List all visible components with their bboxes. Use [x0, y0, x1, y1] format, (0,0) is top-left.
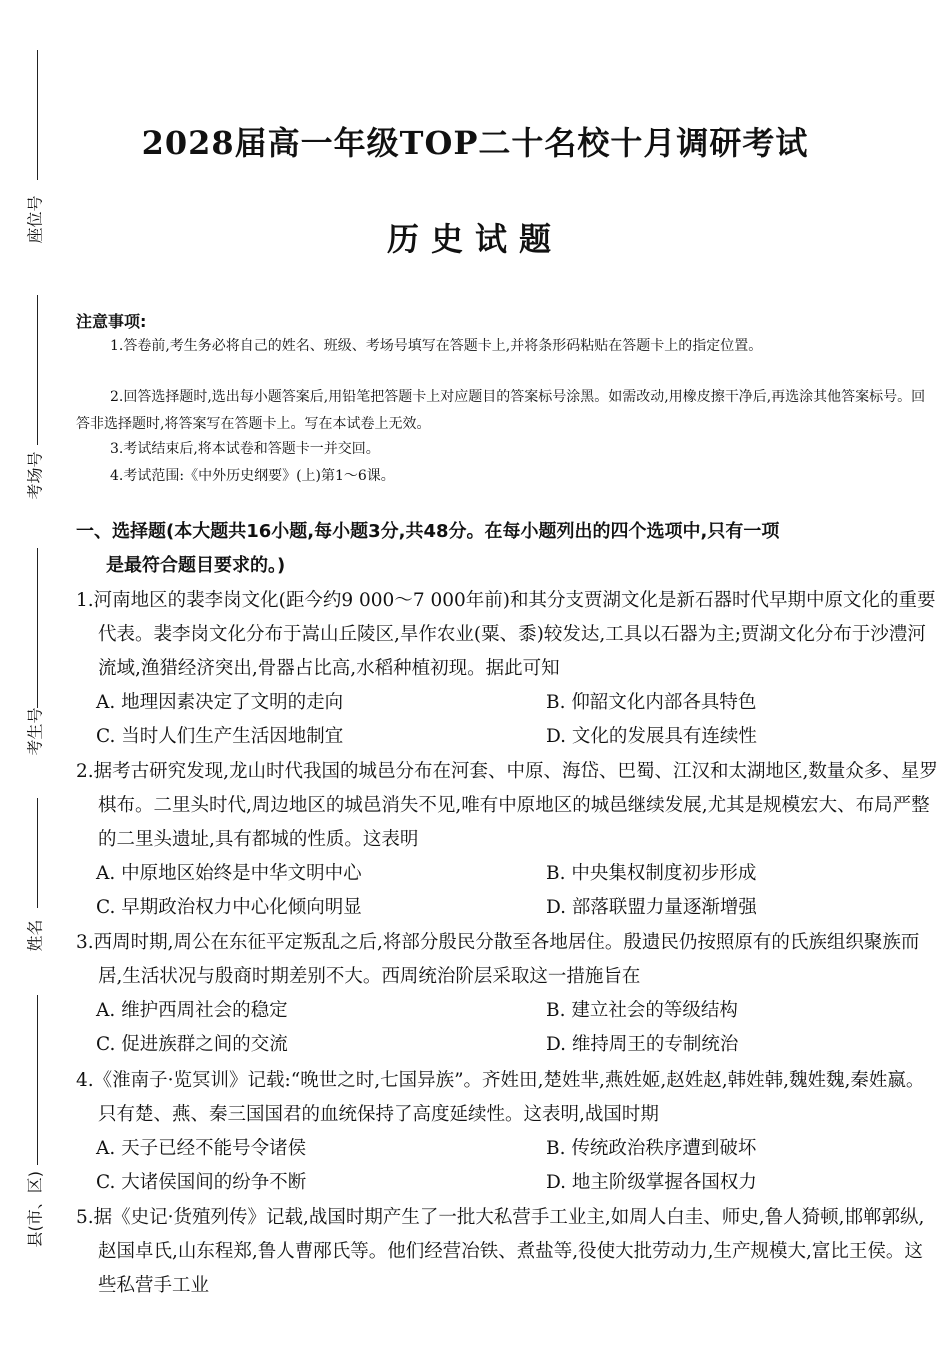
options — [76, 994, 938, 1062]
section-line-2: 是最符合题目要求的。) — [106, 555, 286, 576]
option-a: A. 中原地区始终是中华文明中心 — [96, 863, 362, 884]
question-5 — [76, 1201, 938, 1303]
option-c: C. 当时人们生产生活因地制宜 — [96, 726, 344, 747]
question-4 — [76, 1064, 938, 1200]
note-text: 1.答卷前,考生务必将自己的姓名、班级、考场号填写在答题卡上,并将条形码粘贴在答题卡上的指定位置。 — [110, 338, 763, 354]
option-a: A. 地理因素决定了文明的走向 — [96, 692, 344, 713]
option-c: C. 促进族群之间的交流 — [96, 1034, 288, 1055]
exam-no-label: 考生号 — [25, 707, 45, 756]
option-c: C. 早期政治权力中心化倾向明显 — [96, 897, 362, 918]
name-label: 姓名 — [25, 919, 45, 952]
options — [76, 686, 938, 754]
exam-room-label: 考场号 — [25, 451, 45, 500]
question-1 — [76, 584, 938, 754]
subject-title: 历史试题 — [386, 220, 563, 258]
option-d: D. 维持周王的专制统治 — [546, 1034, 739, 1055]
question-3 — [76, 926, 938, 1062]
option-c: C. 大诸侯国间的纷争不断 — [96, 1172, 307, 1193]
question-2 — [76, 755, 938, 925]
name-line — [37, 798, 38, 908]
options — [76, 1132, 938, 1200]
option-d: D. 文化的发展具有连续性 — [546, 726, 757, 747]
county-line — [37, 995, 38, 1165]
option-b: B. 仰韶文化内部各具特色 — [546, 692, 757, 713]
notes-heading: 注意事项: — [76, 312, 147, 331]
note-item — [76, 333, 936, 360]
option-d: D. 地主阶级掌握各国权力 — [546, 1172, 757, 1193]
note-item — [76, 436, 936, 463]
option-a: A. 天子已经不能号令诸侯 — [96, 1138, 307, 1159]
exam-room-line — [37, 295, 38, 445]
option-b: B. 建立社会的等级结构 — [546, 1000, 738, 1021]
section-heading — [76, 515, 938, 583]
exam-title: 2028届高一年级TOP二十名校十月调研考试 — [141, 124, 809, 162]
county-label: 县(市、区) — [25, 1171, 45, 1248]
question-stem: 5.据《史记·货殖列传》记载,战国时期产生了一批大私营手工业主,如周人白圭、师史,鲁人猗顿,邯郸郭纵,赵国卓氏,山东程郑,鲁人曹邴氏等。他们经营冶铁、煮盐等,役使大批劳动力,生产规模大,富比王侯。这些私营手工业 — [76, 1207, 925, 1296]
exam-no-line — [37, 548, 38, 708]
option-d: D. 部落联盟力量逐渐增强 — [546, 897, 757, 918]
note-text: 3.考试结束后,将本试卷和答题卡一并交回。 — [110, 441, 380, 457]
option-b: B. 中央集权制度初步形成 — [546, 863, 757, 884]
note-text: 4.考试范围:《中外历史纲要》(上)第1～6课。 — [110, 468, 395, 484]
note-text: 2.回答选择题时,选出每小题答案后,用铅笔把答题卡上对应题目的答案标号涂黑。如需改动,用橡皮擦干净后,再选涂其他答案标号。回答非选择题时,将答案写在答题卡上。写在本试卷上无效。 — [76, 389, 926, 432]
options — [76, 857, 938, 925]
question-stem: 4.《淮南子·览冥训》记载:“晚世之时,七国异族”。齐姓田,楚姓芈,燕姓姬,赵姓赵,韩姓韩,魏姓魏,秦姓嬴。只有楚、燕、秦三国国君的血统保持了高度延续性。这表明,战国时期 — [76, 1070, 925, 1125]
question-stem: 1.河南地区的裴李岗文化(距今约9 000～7 000年前)和其分支贾湖文化是新石器时代早期中原文化的重要代表。裴李岗文化分布于嵩山丘陵区,旱作农业(粟、黍)较发达,工具以石器为主;贾湖文化分布于沙澧河流域,渔猎经济突出,骨器占比高,水稻种植初现。据此可知 — [76, 590, 936, 679]
note-item — [76, 384, 936, 438]
note-item — [76, 463, 936, 490]
section-line-1: 一、选择题(本大题共16小题,每小题3分,共48分。在每小题列出的四个选项中,只有一项 — [76, 521, 780, 542]
question-stem: 3.西周时期,周公在东征平定叛乱之后,将部分殷民分散至各地居住。殷遗民仍按照原有的氏族组织聚族而居,生活状况与殷商时期差别不大。西周统治阶层采取这一措施旨在 — [76, 932, 920, 987]
option-b: B. 传统政治秩序遭到破坏 — [546, 1138, 757, 1159]
binding-margin — [0, 0, 60, 1353]
option-a: A. 维护西周社会的稳定 — [96, 1000, 288, 1021]
seat-label: 座位号 — [25, 195, 45, 244]
question-stem: 2.据考古研究发现,龙山时代我国的城邑分布在河套、中原、海岱、巴蜀、江汉和太湖地区,数量众多、星罗棋布。二里头时代,周边地区的城邑消失不见,唯有中原地区的城邑继续发展,尤其是规模宏大、布局严整的二里头遗址,具有都城的性质。这表明 — [76, 761, 938, 850]
